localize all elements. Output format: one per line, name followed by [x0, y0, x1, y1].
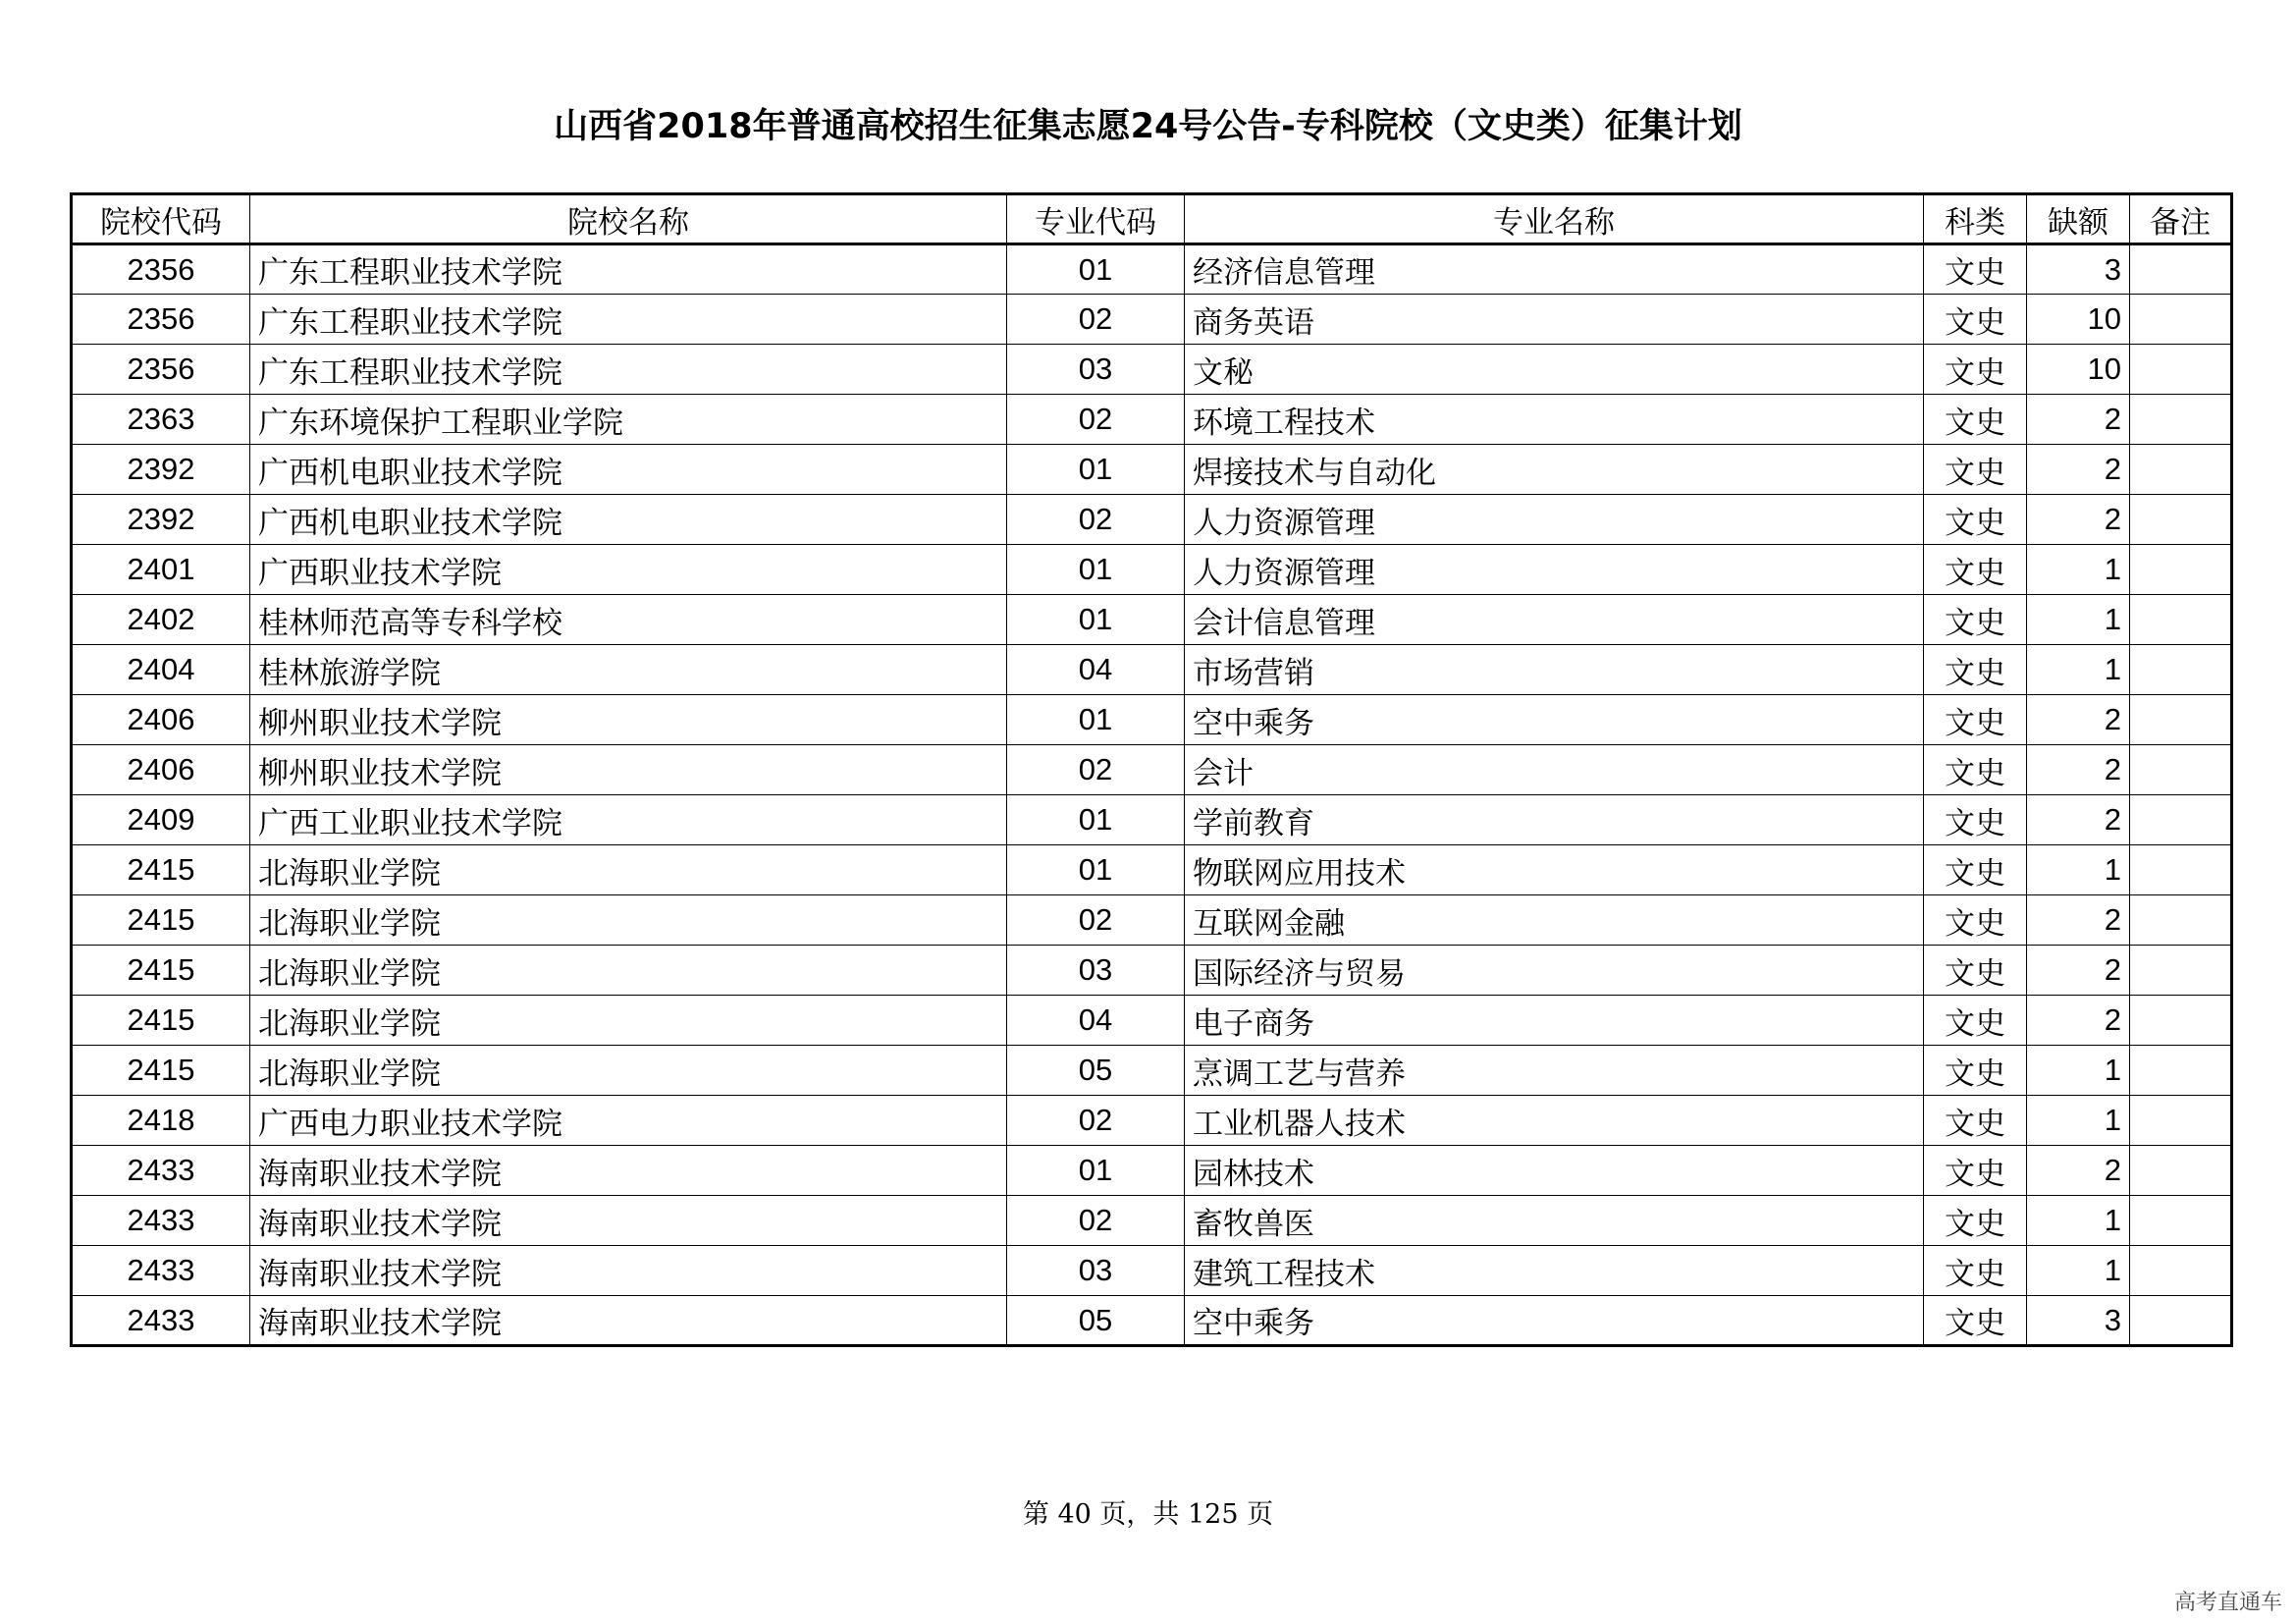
cell-note: [2130, 745, 2232, 795]
cell-category: 文史: [1924, 495, 2027, 545]
table-row: [72, 645, 2232, 695]
table-row: [72, 1296, 2232, 1346]
cell-school-code: 2415: [72, 996, 250, 1046]
cell-major-code: 02: [1007, 745, 1185, 795]
table-header-row: [72, 194, 2232, 244]
cell-major-code: 03: [1007, 1246, 1185, 1296]
cell-quota: 1: [2027, 595, 2130, 645]
cell-major-code: 02: [1007, 395, 1185, 445]
cell-major-name: 烹调工艺与营养: [1185, 1046, 1924, 1096]
cell-school-code: 2409: [72, 795, 250, 845]
table-row: [72, 345, 2232, 395]
cell-school-code: 2433: [72, 1246, 250, 1296]
cell-school-code: 2401: [72, 545, 250, 595]
cell-major-name: 空中乘务: [1185, 695, 1924, 745]
header-category: 科类: [1924, 194, 2027, 244]
cell-major-name: 焊接技术与自动化: [1185, 445, 1924, 495]
table-row: [72, 996, 2232, 1046]
cell-quota: 1: [2027, 645, 2130, 695]
cell-quota: 2: [2027, 996, 2130, 1046]
cell-category: 文史: [1924, 244, 2027, 295]
cell-category: 文史: [1924, 1096, 2027, 1146]
cell-quota: 2: [2027, 695, 2130, 745]
cell-school-code: 2433: [72, 1196, 250, 1246]
cell-category: 文史: [1924, 645, 2027, 695]
cell-major-code: 04: [1007, 996, 1185, 1046]
table-row: [72, 795, 2232, 845]
cell-note: [2130, 295, 2232, 345]
cell-note: [2130, 645, 2232, 695]
cell-major-name: 商务英语: [1185, 295, 1924, 345]
cell-note: [2130, 1096, 2232, 1146]
cell-school-code: 2433: [72, 1296, 250, 1346]
cell-category: 文史: [1924, 795, 2027, 845]
cell-school-code: 2433: [72, 1146, 250, 1196]
cell-major-name: 互联网金融: [1185, 895, 1924, 946]
table-row: [72, 845, 2232, 895]
table-row: [72, 1096, 2232, 1146]
cell-major-code: 01: [1007, 445, 1185, 495]
cell-school-name: 海南职业技术学院: [250, 1196, 1007, 1246]
cell-school-name: 柳州职业技术学院: [250, 745, 1007, 795]
header-note: 备注: [2130, 194, 2232, 244]
cell-quota: 1: [2027, 1246, 2130, 1296]
cell-major-name: 会计: [1185, 745, 1924, 795]
cell-school-code: 2363: [72, 395, 250, 445]
cell-school-name: 海南职业技术学院: [250, 1246, 1007, 1296]
table-row: [72, 295, 2232, 345]
cell-category: 文史: [1924, 996, 2027, 1046]
cell-note: [2130, 345, 2232, 395]
cell-major-name: 环境工程技术: [1185, 395, 1924, 445]
cell-note: [2130, 1046, 2232, 1096]
cell-major-code: 02: [1007, 1196, 1185, 1246]
cell-note: [2130, 695, 2232, 745]
cell-school-code: 2392: [72, 495, 250, 545]
cell-quota: 1: [2027, 545, 2130, 595]
cell-category: 文史: [1924, 1046, 2027, 1096]
cell-note: [2130, 495, 2232, 545]
cell-major-code: 05: [1007, 1296, 1185, 1346]
cell-category: 文史: [1924, 745, 2027, 795]
cell-category: 文史: [1924, 295, 2027, 345]
cell-major-name: 电子商务: [1185, 996, 1924, 1046]
cell-note: [2130, 395, 2232, 445]
cell-school-code: 2404: [72, 645, 250, 695]
cell-major-code: 01: [1007, 795, 1185, 845]
cell-school-code: 2406: [72, 695, 250, 745]
cell-school-name: 广西机电职业技术学院: [250, 495, 1007, 545]
cell-major-name: 空中乘务: [1185, 1296, 1924, 1346]
cell-school-name: 桂林旅游学院: [250, 645, 1007, 695]
cell-quota: 2: [2027, 795, 2130, 845]
table-row: [72, 745, 2232, 795]
cell-school-name: 广东环境保护工程职业学院: [250, 395, 1007, 445]
cell-category: 文史: [1924, 946, 2027, 996]
header-quota: 缺额: [2027, 194, 2130, 244]
cell-major-code: 01: [1007, 595, 1185, 645]
cell-school-code: 2356: [72, 295, 250, 345]
cell-quota: 3: [2027, 244, 2130, 295]
table-row: [72, 895, 2232, 946]
cell-school-code: 2402: [72, 595, 250, 645]
cell-quota: 3: [2027, 1296, 2130, 1346]
table-row: [72, 595, 2232, 645]
cell-category: 文史: [1924, 1296, 2027, 1346]
cell-school-name: 广西电力职业技术学院: [250, 1096, 1007, 1146]
cell-note: [2130, 795, 2232, 845]
cell-school-name: 广西工业职业技术学院: [250, 795, 1007, 845]
cell-school-name: 北海职业学院: [250, 946, 1007, 996]
cell-school-name: 北海职业学院: [250, 1046, 1007, 1096]
cell-school-code: 2415: [72, 845, 250, 895]
cell-category: 文史: [1924, 1196, 2027, 1246]
table-row: [72, 545, 2232, 595]
page-title: 山西省2018年普通高校招生征集志愿24号公告-专科院校（文史类）征集计划: [554, 107, 1742, 146]
table-row: [72, 244, 2232, 295]
cell-major-name: 会计信息管理: [1185, 595, 1924, 645]
cell-note: [2130, 1296, 2232, 1346]
cell-school-code: 2356: [72, 244, 250, 295]
cell-major-code: 02: [1007, 495, 1185, 545]
cell-major-code: 01: [1007, 1146, 1185, 1196]
cell-quota: 1: [2027, 845, 2130, 895]
cell-major-name: 文秘: [1185, 345, 1924, 395]
cell-quota: 2: [2027, 1146, 2130, 1196]
cell-school-name: 柳州职业技术学院: [250, 695, 1007, 745]
cell-note: [2130, 1246, 2232, 1296]
cell-quota: 2: [2027, 445, 2130, 495]
cell-school-code: 2415: [72, 895, 250, 946]
cell-major-code: 01: [1007, 845, 1185, 895]
cell-major-code: 02: [1007, 295, 1185, 345]
cell-major-code: 01: [1007, 695, 1185, 745]
cell-quota: 10: [2027, 345, 2130, 395]
header-school-name: 院校名称: [250, 194, 1007, 244]
cell-major-code: 03: [1007, 345, 1185, 395]
table-row: [72, 1146, 2232, 1196]
table-row: [72, 445, 2232, 495]
cell-quota: 1: [2027, 1096, 2130, 1146]
cell-major-code: 02: [1007, 1096, 1185, 1146]
table-row: [72, 695, 2232, 745]
table-row: [72, 395, 2232, 445]
cell-quota: 2: [2027, 495, 2130, 545]
header-major-name: 专业名称: [1185, 194, 1924, 244]
cell-school-name: 广西机电职业技术学院: [250, 445, 1007, 495]
cell-category: 文史: [1924, 395, 2027, 445]
cell-note: [2130, 545, 2232, 595]
cell-quota: 2: [2027, 946, 2130, 996]
cell-major-name: 人力资源管理: [1185, 495, 1924, 545]
cell-school-name: 广西职业技术学院: [250, 545, 1007, 595]
cell-major-name: 市场营销: [1185, 645, 1924, 695]
cell-school-name: 海南职业技术学院: [250, 1296, 1007, 1346]
cell-school-code: 2406: [72, 745, 250, 795]
cell-major-name: 建筑工程技术: [1185, 1246, 1924, 1296]
cell-school-name: 广东工程职业技术学院: [250, 244, 1007, 295]
cell-note: [2130, 244, 2232, 295]
cell-major-name: 人力资源管理: [1185, 545, 1924, 595]
cell-major-name: 经济信息管理: [1185, 244, 1924, 295]
cell-school-code: 2418: [72, 1096, 250, 1146]
table-row: [72, 1046, 2232, 1096]
cell-school-code: 2415: [72, 1046, 250, 1096]
table-body: [72, 244, 2232, 1346]
cell-note: [2130, 996, 2232, 1046]
cell-school-name: 广东工程职业技术学院: [250, 345, 1007, 395]
cell-school-name: 广东工程职业技术学院: [250, 295, 1007, 345]
cell-school-name: 海南职业技术学院: [250, 1146, 1007, 1196]
table-row: [72, 1196, 2232, 1246]
cell-category: 文史: [1924, 1246, 2027, 1296]
watermark: 高考直通车: [2173, 1591, 2282, 1615]
cell-quota: 2: [2027, 745, 2130, 795]
table-row: [72, 1246, 2232, 1296]
cell-major-name: 国际经济与贸易: [1185, 946, 1924, 996]
cell-major-code: 05: [1007, 1046, 1185, 1096]
cell-note: [2130, 1146, 2232, 1196]
cell-school-name: 北海职业学院: [250, 845, 1007, 895]
cell-school-code: 2356: [72, 345, 250, 395]
header-school-code: 院校代码: [72, 194, 250, 244]
cell-quota: 1: [2027, 1046, 2130, 1096]
enrollment-plan-table: [70, 192, 2233, 1347]
cell-major-code: 04: [1007, 645, 1185, 695]
cell-note: [2130, 845, 2232, 895]
page-footer: 第 40 页，共 125 页: [1022, 1499, 1274, 1530]
cell-note: [2130, 595, 2232, 645]
cell-note: [2130, 1196, 2232, 1246]
header-major-code: 专业代码: [1007, 194, 1185, 244]
cell-category: 文史: [1924, 445, 2027, 495]
cell-major-name: 工业机器人技术: [1185, 1096, 1924, 1146]
cell-school-name: 北海职业学院: [250, 895, 1007, 946]
cell-major-name: 畜牧兽医: [1185, 1196, 1924, 1246]
cell-category: 文史: [1924, 545, 2027, 595]
cell-category: 文史: [1924, 595, 2027, 645]
cell-category: 文史: [1924, 845, 2027, 895]
cell-major-code: 01: [1007, 244, 1185, 295]
cell-category: 文史: [1924, 345, 2027, 395]
cell-school-code: 2415: [72, 946, 250, 996]
cell-note: [2130, 946, 2232, 996]
cell-major-code: 02: [1007, 895, 1185, 946]
cell-quota: 10: [2027, 295, 2130, 345]
cell-note: [2130, 895, 2232, 946]
cell-school-name: 北海职业学院: [250, 996, 1007, 1046]
cell-major-code: 01: [1007, 545, 1185, 595]
cell-category: 文史: [1924, 895, 2027, 946]
cell-quota: 1: [2027, 1196, 2130, 1246]
cell-major-code: 03: [1007, 946, 1185, 996]
cell-note: [2130, 445, 2232, 495]
cell-quota: 2: [2027, 895, 2130, 946]
cell-major-name: 园林技术: [1185, 1146, 1924, 1196]
cell-category: 文史: [1924, 1146, 2027, 1196]
cell-quota: 2: [2027, 395, 2130, 445]
table-row: [72, 946, 2232, 996]
cell-major-name: 物联网应用技术: [1185, 845, 1924, 895]
cell-category: 文史: [1924, 695, 2027, 745]
cell-school-code: 2392: [72, 445, 250, 495]
cell-school-name: 桂林师范高等专科学校: [250, 595, 1007, 645]
cell-major-name: 学前教育: [1185, 795, 1924, 845]
table-row: [72, 495, 2232, 545]
